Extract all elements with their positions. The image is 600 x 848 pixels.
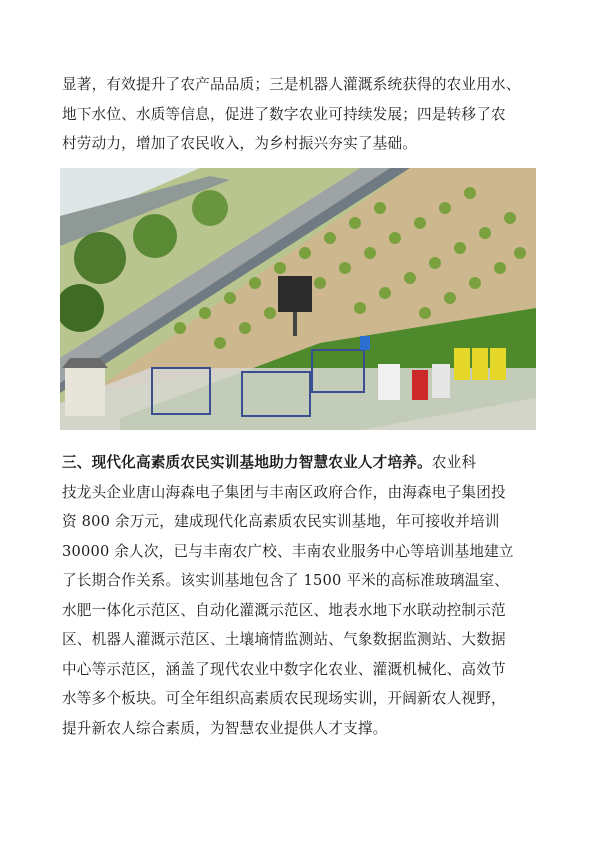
paragraph-2 [62, 448, 540, 743]
text-line: 水肥一体化示范区、自动化灌溉示范区、地表水地下水联动控制示范 [62, 601, 506, 619]
text-line: 显著，有效提升了农产品品质；三是机器人灌溉系统获得的农业用水、 [62, 76, 521, 93]
irrigation-site-photo [60, 168, 536, 430]
paragraph-1 [62, 70, 540, 159]
text-line: 水等多个板块。可全年组织高素质农民现场实训，开阔新农人视野， [62, 690, 506, 707]
text-line: 技龙头企业唐山海森电子集团与丰南区政府合作，由海森电子集团投 [62, 483, 506, 501]
text-line: 了长期合作关系。该实训基地包含了 1500 平米的高标准玻璃温室、 [62, 572, 510, 589]
text-line: 资 800 余万元，建成现代化高素质农民实训基地，年可接收并培训 [62, 513, 500, 530]
text-line: 地下水位、水质等信息，促进了数字农业可持续发展；四是转移了农 [62, 105, 506, 123]
text-line: 区、机器人灌溉示范区、土壤墒情监测站、气象数据监测站、大数据 [62, 631, 506, 648]
text-line: 提升新农人综合素质，为智慧农业提供人才支撑。 [62, 719, 388, 737]
text-line: 30000 余人次，已与丰南农广校、丰南农业服务中心等培训基地建立 [62, 542, 514, 560]
section-heading: 三、现代化高素质农民实训基地助力智慧农业人才培养。 [62, 454, 432, 471]
text-line: 村劳动力，增加了农民收入，为乡村振兴夯实了基础。 [62, 135, 418, 152]
text-line [62, 448, 540, 478]
text-fragment: 农业科 [431, 454, 477, 471]
text-line: 中心等示范区，涵盖了现代农业中数字化农业、灌溉机械化、高效节 [62, 660, 506, 678]
